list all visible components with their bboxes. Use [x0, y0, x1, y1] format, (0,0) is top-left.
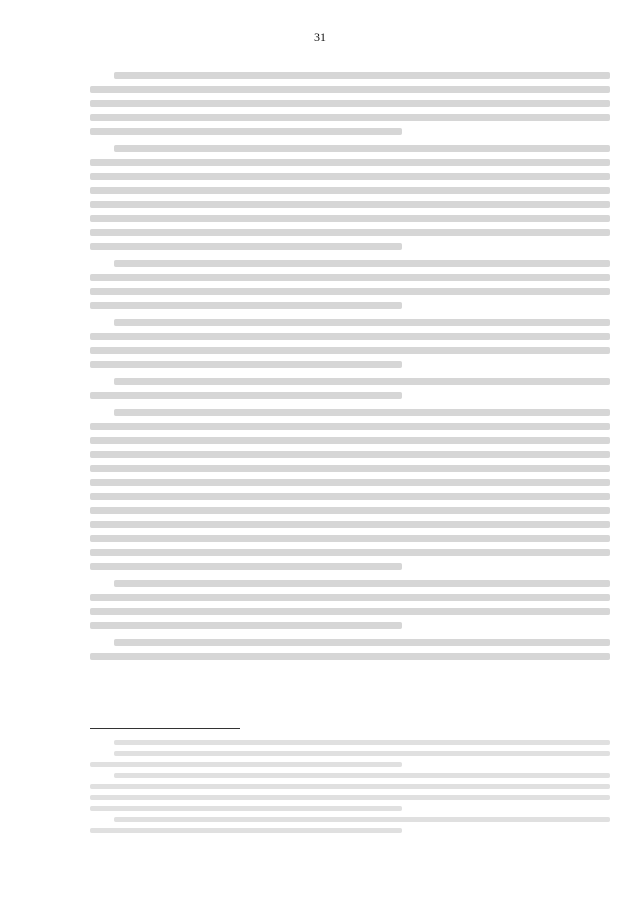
paragraph	[90, 639, 610, 660]
page-number: 31	[314, 30, 326, 44]
paragraph	[90, 319, 610, 368]
body-text	[90, 72, 610, 670]
paragraph	[90, 72, 610, 135]
paragraph	[90, 378, 610, 399]
footnote-divider	[90, 728, 240, 729]
paragraph	[90, 409, 610, 570]
paragraph	[90, 260, 610, 309]
footnotes	[90, 740, 610, 839]
paragraph	[90, 145, 610, 250]
paragraph	[90, 580, 610, 629]
